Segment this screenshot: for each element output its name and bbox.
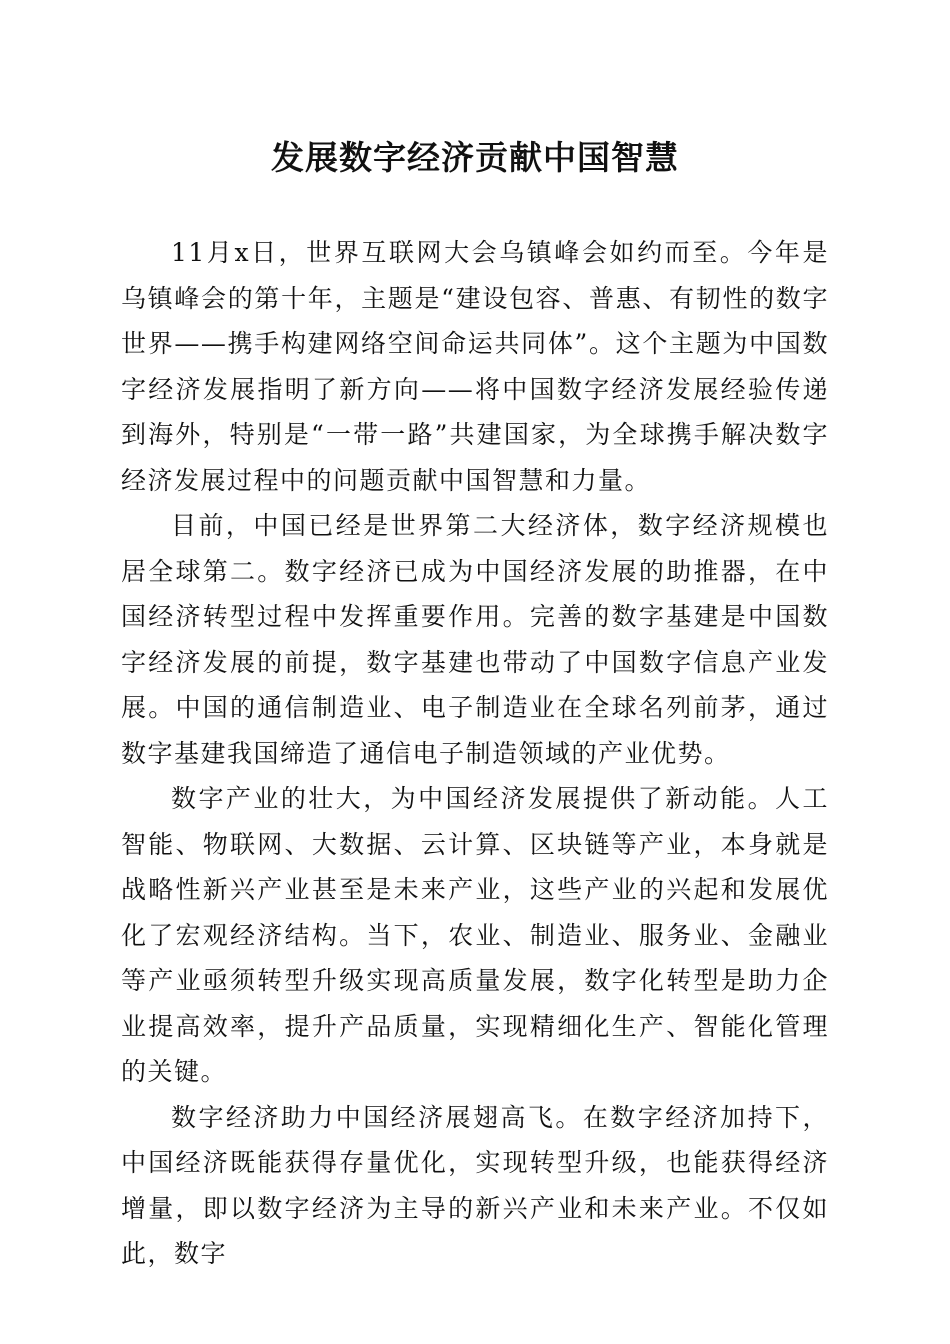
paragraph-2: 目前，中国已经是世界第二大经济体，数字经济规模也居全球第二。数字经济已成为中国经济发展的助推器，在中国经济转型过程中发挥重要作用。完善的数字基建是中国数字经济发展的前提，数字基建也带动了中国数字信息产业发展。中国的通信制造业、电子制造业在全球名列前茅，通过数字基建我国缔造了通信电子制造领域的产业优势。 [121,511,829,768]
document-body [121,230,829,1277]
document-title: 发展数字经济贡献中国智慧 [271,138,679,177]
paragraph-3: 数字产业的壮大，为中国经济发展提供了新动能。人工智能、物联网、大数据、云计算、区块链等产业，本身就是战略性新兴产业甚至是未来产业，这些产业的兴起和发展优化了宏观经济结构。当下，农业、制造业、服务业、金融业等产业亟须转型升级实现高质量发展，数字化转型是助力企业提高效率，提升产品质量，实现精细化生产、智能化管理的关键。 [121,784,829,1086]
paragraph-4: 数字经济助力中国经济展翅高飞。在数字经济加持下，中国经济既能获得存量优化，实现转型升级，也能获得经济增量，即以数字经济为主导的新兴产业和未来产业。不仅如此，数字 [121,1102,829,1268]
paragraph-1: 11月x日，世界互联网大会乌镇峰会如约而至。今年是乌镇峰会的第十年，主题是“建设包容、普惠、有韧性的数字世界——携手构建网络空间命运共同体”。这个主题为中国数字经济发展指明了新方向——将中国数字经济发展经验传递到海外，特别是“一带一路”共建国家，为全球携手解决数字经济发展过程中的问题贡献中国智慧和力量。 [121,238,829,495]
